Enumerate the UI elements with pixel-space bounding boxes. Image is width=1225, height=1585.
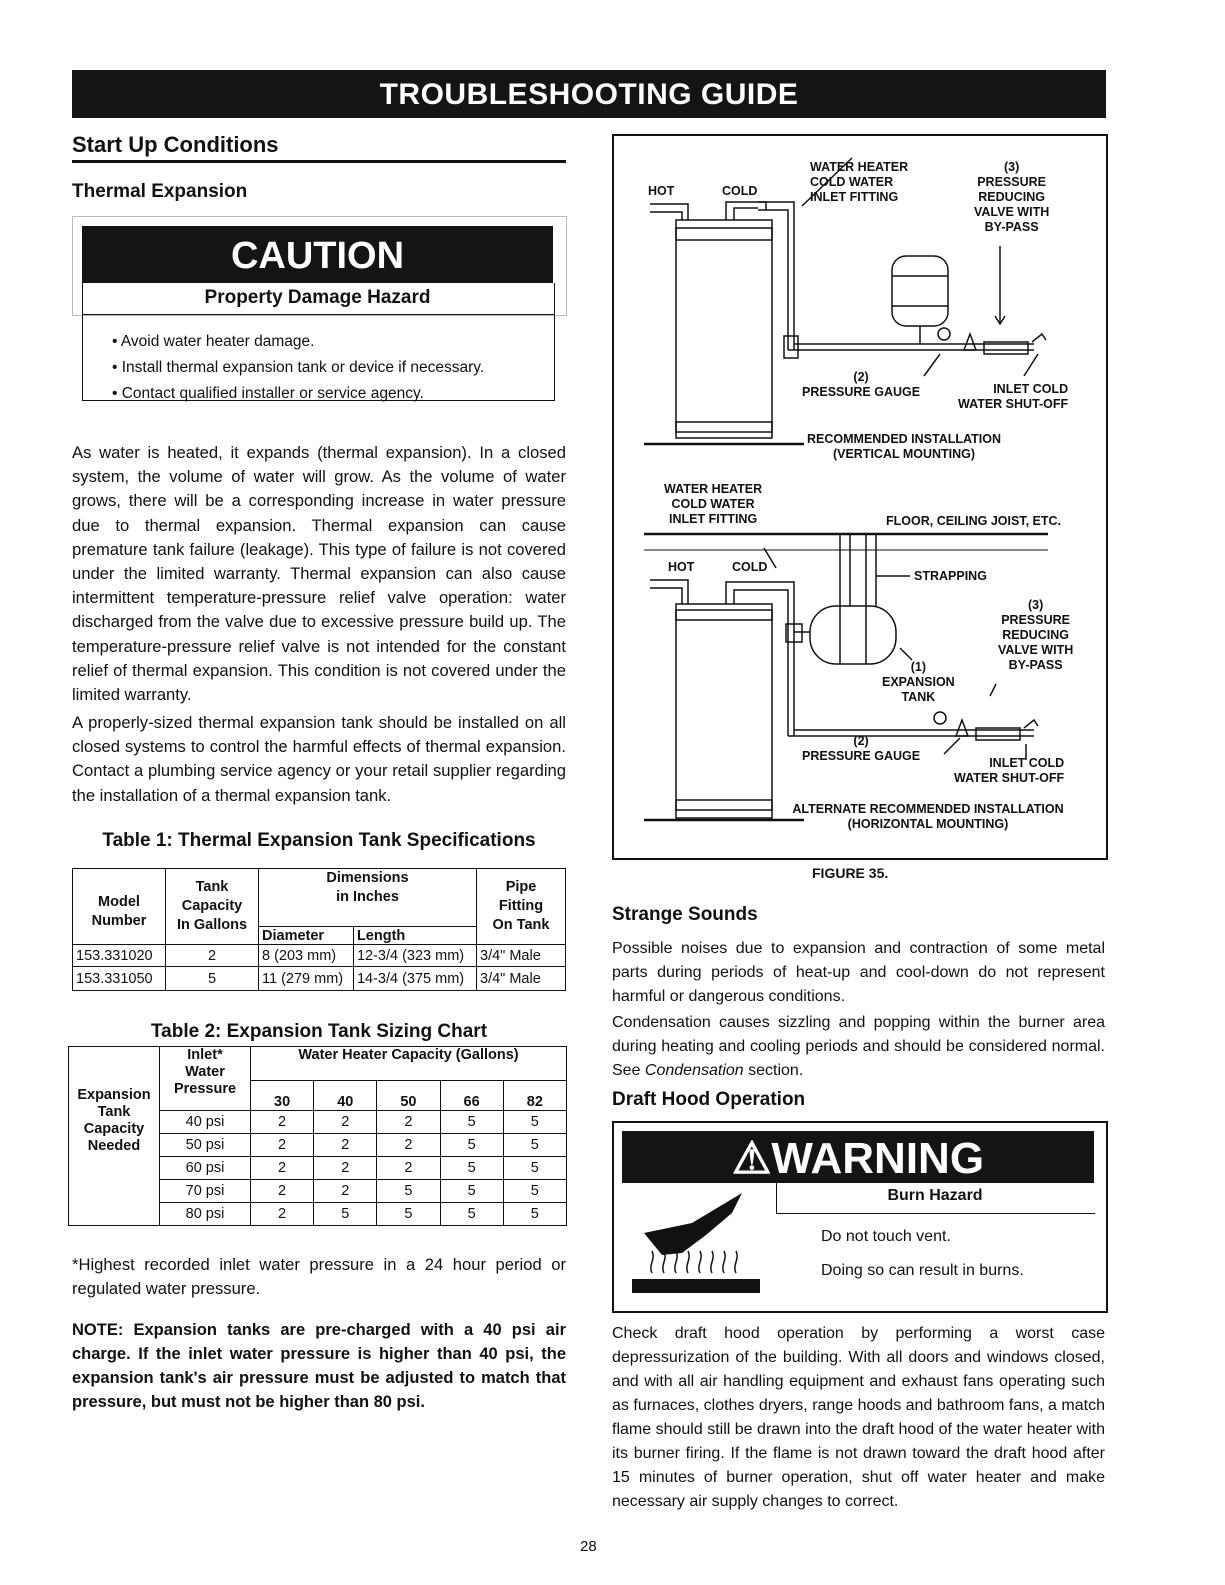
table2-caption: Table 2: Expansion Tank Sizing Chart [150, 1021, 488, 1042]
hot-surface-icon [622, 1183, 770, 1295]
expansion-tank-label: (1) EXPANSION TANK [882, 660, 955, 704]
page-banner: TROUBLESHOOTING GUIDE [72, 70, 1106, 118]
table2-pressure: 40 psi [160, 1111, 251, 1134]
bottom-caption: ALTERNATE RECOMMENDED INSTALLATION (HORIZONTAL MOUNTING) [792, 802, 1064, 831]
table1-cell: 8 (203 mm) [259, 945, 354, 967]
table2-cap: 40 [314, 1081, 377, 1111]
top-caption: RECOMMENDED INSTALLATION (VERTICAL MOUNTING) [807, 432, 1001, 461]
table2-cell: 2 [314, 1111, 377, 1134]
top-cold-label: COLD [722, 184, 758, 198]
table2-cell: 2 [377, 1157, 440, 1180]
warning-line-2: Doing so can result in burns. [821, 1262, 1024, 1279]
figure-caption: FIGURE 35. [812, 865, 889, 881]
table2-cell: 5 [503, 1180, 566, 1203]
draft-hood-title: Draft Hood Operation [612, 1089, 806, 1110]
table2-pressure: 80 psi [160, 1203, 251, 1226]
table-row [73, 967, 566, 991]
caution-subtitle: Property Damage Hazard [204, 287, 431, 308]
table2-cell: 5 [377, 1203, 440, 1226]
table2-cell: 2 [314, 1180, 377, 1203]
table2-cap: 30 [251, 1081, 314, 1111]
table2-cell: 5 [440, 1203, 503, 1226]
table2-cell: 5 [440, 1134, 503, 1157]
table2-row-header: Expansion Tank Capacity Needed [69, 1047, 160, 1226]
warning-subtitle: Burn Hazard [887, 1187, 983, 1204]
table1-cell: 12-3/4 (323 mm) [353, 945, 476, 967]
table1-cell: 14-3/4 (375 mm) [353, 967, 476, 991]
table1-head-length: Length [353, 927, 476, 945]
bottom-prv-label: (3) PRESSURE REDUCING VALVE WITH BY-PASS [998, 598, 1074, 672]
table2-pressure: 50 psi [160, 1134, 251, 1157]
table2-cell: 2 [251, 1157, 314, 1180]
top-gauge-label: (2) PRESSURE GAUGE [802, 370, 921, 399]
table2-cell: 2 [251, 1111, 314, 1134]
bottom-gauge-label: (2) PRESSURE GAUGE [802, 734, 921, 763]
thermal-para-2: A properly-sized thermal expansion tank should be installed on all closed systems to control the harmful effects of thermal expansion. Contact a plumbing service agency or your retail supplier regarding the installation of a thermal expansion tank. [72, 713, 566, 805]
table1-cell: 11 (279 mm) [259, 967, 354, 991]
caution-title: CAUTION [82, 226, 553, 283]
section-title: Start Up Conditions [72, 132, 279, 157]
top-prv-label: (3) PRESSURE REDUCING VALVE WITH BY-PASS [974, 160, 1050, 234]
table1-caption: Table 1: Thermal Expansion Tank Specifications [102, 830, 536, 851]
table2-capacity-header: Water Heater Capacity (Gallons) [251, 1047, 567, 1081]
table2-cell: 5 [377, 1180, 440, 1203]
strapping-label: STRAPPING [914, 569, 987, 583]
floor-label: FLOOR, CEILING JOIST, ETC. [886, 514, 1062, 528]
top-hot-label: HOT [648, 184, 675, 198]
table2-cell: 2 [251, 1203, 314, 1226]
table2-cell: 2 [251, 1134, 314, 1157]
subsection-title: Thermal Expansion [72, 181, 248, 202]
table2-cell: 5 [440, 1180, 503, 1203]
strange-sounds-para-2: Condensation causes sizzling and popping within the burner area during heating and cooling periods and should be considered normal. See Condensation section. [612, 1014, 1105, 1079]
table2-pressure: 70 psi [160, 1180, 251, 1203]
table1-cell: 153.331050 [73, 967, 166, 991]
table1-cell: 2 [166, 945, 259, 967]
table1 [72, 868, 566, 991]
figure-35 [612, 134, 1108, 860]
table1-cell: 5 [166, 967, 259, 991]
table2-cell: 5 [440, 1111, 503, 1134]
caution-bullet: • Contact qualified installer or service agency. [112, 385, 424, 402]
warning-title: ⚠WARNING [622, 1131, 1094, 1183]
top-shutoff-label: INLET COLD WATER SHUT-OFF [958, 382, 1069, 411]
table1-cell: 3/4" Male [477, 945, 566, 967]
table2-cell: 5 [503, 1111, 566, 1134]
strange-sounds-para-1: Possible noises due to expansion and contraction of some metal parts during periods of heat-up and cool-down do not represent harmful or dangerous conditions. [612, 940, 1105, 1005]
table2-cell: 5 [503, 1134, 566, 1157]
thermal-para-1: As water is heated, it expands (thermal expansion). In a closed system, the volume of water will grow. As the volume of water grows, there will be a corresponding increase in water pressure due to thermal expansion. Thermal expansion can cause premature tank failure (leakage). This type of failure is not covered under the limited warranty. Thermal expansion can also cause intermittent temperature-pressure relief valve operation: water discharged from the valve due to excessive pressure build up. The temperature-pressure relief valve is not intended for the constant relief of thermal expansion. This condition is not covered under the limited warranty. [72, 443, 566, 705]
table2-cell: 2 [314, 1134, 377, 1157]
table2-inlet-header: Inlet* Water Pressure [160, 1047, 251, 1111]
table2-pressure: 60 psi [160, 1157, 251, 1180]
caution-bullet: • Avoid water heater damage. [112, 333, 315, 350]
table2-cell: 5 [314, 1203, 377, 1226]
bottom-inlet-fitting-label: WATER HEATER COLD WATER INLET FITTING [664, 482, 763, 526]
table-row [73, 945, 566, 967]
top-inlet-fitting-label: WATER HEATER COLD WATER INLET FITTING [810, 160, 909, 204]
table2-cap: 82 [503, 1081, 566, 1111]
bottom-cold-label: COLD [732, 560, 768, 574]
table2-cap: 66 [440, 1081, 503, 1111]
table2-footnote: *Highest recorded inlet water pressure in a 24 hour period or regulated water pressure. [72, 1255, 566, 1299]
page-number: 28 [580, 1538, 597, 1555]
caution-bullets [112, 329, 484, 407]
table2-cell: 5 [503, 1157, 566, 1180]
bottom-shutoff-label: INLET COLD WATER SHUT-OFF [954, 756, 1065, 785]
table2 [68, 1046, 567, 1226]
table1-cell: 3/4" Male [477, 967, 566, 991]
table2-cap: 50 [377, 1081, 440, 1111]
table1-head-model: Model Number [73, 869, 166, 945]
strange-sounds-title: Strange Sounds [612, 904, 758, 925]
table1-cell: 153.331020 [73, 945, 166, 967]
note-paragraph: NOTE: Expansion tanks are pre-charged with a 40 psi air charge. If the inlet water pressure is higher than 40 psi, the expansion tank's air pressure must be adjusted to match that pressure, but must not be higher than 80 psi. [72, 1321, 566, 1411]
table2-cell: 2 [314, 1157, 377, 1180]
bottom-hot-label: HOT [668, 560, 695, 574]
warning-triangle-icon: ⚠ [731, 1134, 772, 1183]
draft-hood-para: Check draft hood operation by performing a worst case depressurization of the building. With all doors and windows closed, and with all air handling equipment and exhaust fans operating such as furnaces, clothes dryers, range hoods and bathroom fans, a match flame should still be drawn into the draft hood of the water heater with its burner firing. If the flame is not drawn toward the draft hood after 15 minutes of burner operation, shut off water heater and make necessary air supply changes to correct. [612, 1325, 1105, 1510]
warning-line-1: Do not touch vent. [821, 1228, 951, 1245]
section-rule [72, 160, 566, 163]
table1-head-tank: Tank Capacity In Gallons [166, 869, 259, 945]
table1-head-dimensions: Dimensions in Inches [259, 869, 477, 927]
table2-cell: 2 [251, 1180, 314, 1203]
table2-cell: 2 [377, 1134, 440, 1157]
table1-head-diameter: Diameter [259, 927, 354, 945]
table2-cell: 5 [503, 1203, 566, 1226]
table2-cell: 2 [377, 1111, 440, 1134]
table1-head-pipe: Pipe Fitting On Tank [477, 869, 566, 945]
table2-cell: 5 [440, 1157, 503, 1180]
caution-bullet: • Install thermal expansion tank or device if necessary. [112, 359, 485, 376]
